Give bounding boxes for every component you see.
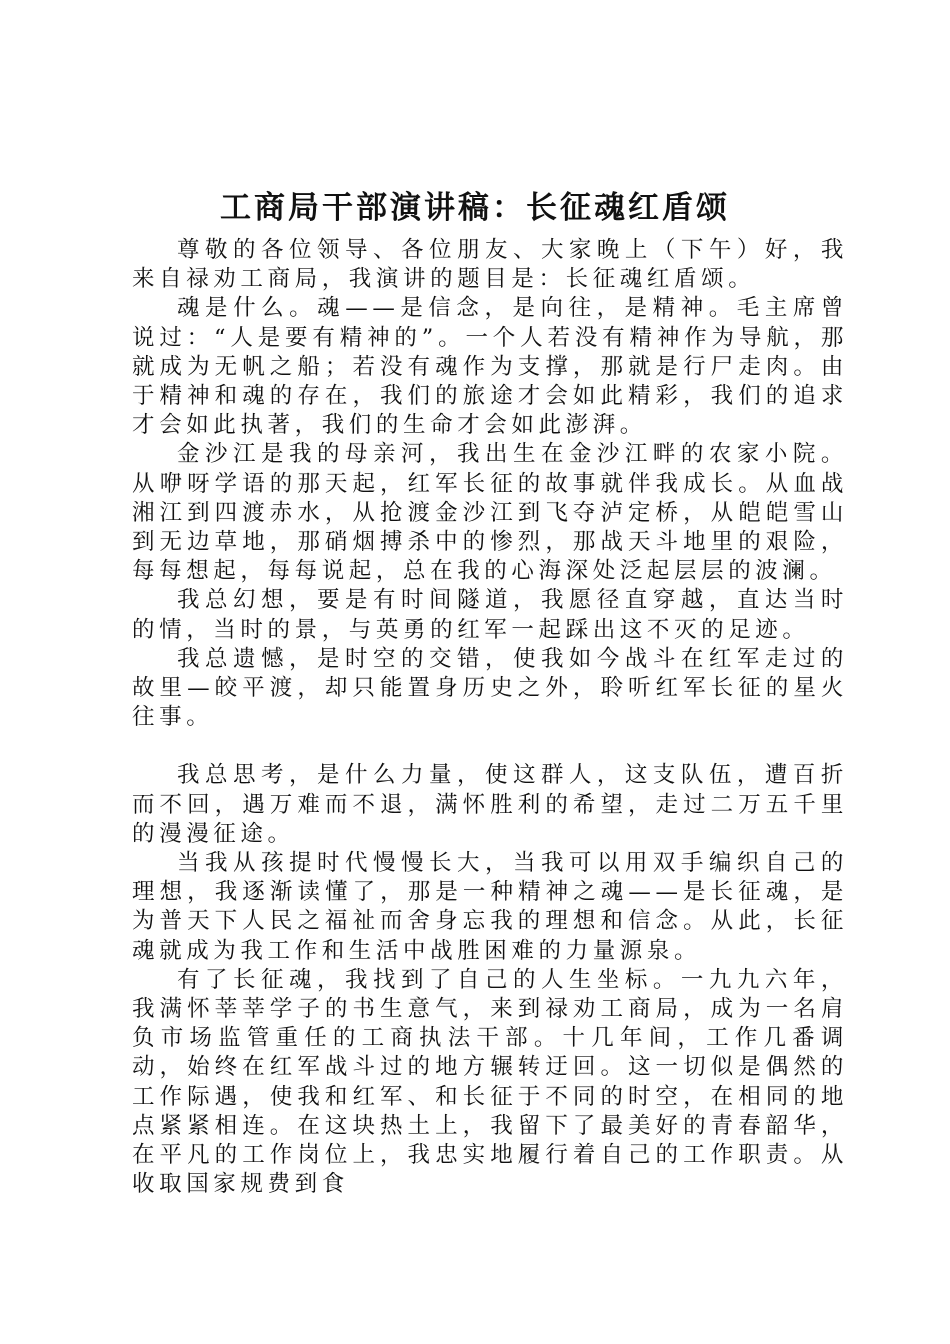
paragraph-what-is-soul: 魂是什么。魂——是信念，是向往，是精神。毛主席曾说过：“人是要有精神的”。一个人若没有精神作为导航，那就成为无帆之船；若没有魂作为支撑，那就是行尸走肉。由于精神和魂的存在，我们的旅途才会如此精彩，我们的追求才会如此执著，我们的生命才会如此澎湃。 — [132, 295, 848, 439]
paragraph-greeting: 尊敬的各位领导、各位朋友、大家晚上（下午）好，我来自禄劝工商局，我演讲的题目是：长征魂红盾颂。 — [132, 237, 848, 293]
paragraph-fantasy: 我总幻想，要是有时间隧道，我愿径直穿越，直达当时的情，当时的景，与英勇的红军一起踩出这不灭的足迹。 — [132, 587, 848, 643]
paragraph-jinsha-river: 金沙江是我的母亲河，我出生在金沙江畔的农家小院。从咿呀学语的那天起，红军长征的故事就伴我成长。从血战湘江到四渡赤水，从抢渡金沙江到飞夺泸定桥，从皑皑雪山到无边草地，那硝烟搏杀中的惨烈，那战天斗地里的艰险，每每想起，每每说起，总在我的心海深处泛起层层的波澜。 — [132, 441, 848, 585]
paragraph-spacer — [132, 732, 848, 761]
document-body — [132, 236, 848, 1200]
document-title: 工商局干部演讲稿：长征魂红盾颂 — [220, 190, 730, 226]
paragraph-regret: 我总遗憾，是时空的交错，使我如今战斗在红军走过的故里—皎平渡，却只能置身历史之外，聆听红军长征的星火往事。 — [132, 645, 848, 731]
paragraph-thinking: 我总思考，是什么力量，使这群人，这支队伍，遭百折而不回，遇万难而不退，满怀胜利的希望，走过二万五千里的漫漫征途。 — [132, 762, 848, 847]
paragraph-life-coordinate: 有了长征魂，我找到了自己的人生坐标。一九九六年，我满怀莘莘学子的书生意气，来到禄劝工商局，成为一名肩负市场监管重任的工商执法干部。十几年间，工作几番调动，始终在红军战斗过的地方辗转迂回。这一切似是偶然的工作际遇，使我和红军、和长征于不同的时空，在相同的地点紧紧相连。在这块热土上，我留下了最美好的青春韶华，在平凡的工作岗位上，我忠实地履行着自己的工作职责。从收取国家规费到食 — [132, 966, 848, 1198]
paragraph-growing-up: 当我从孩提时代慢慢长大，当我可以用双手编织自己的理想，我逐渐读懂了，那是一种精神之魂——是长征魂，是为普天下人民之福祉而舍身忘我的理想和信念。从此，长征魂就成为我工作和生活中战胜困难的力量源泉。 — [132, 850, 848, 964]
